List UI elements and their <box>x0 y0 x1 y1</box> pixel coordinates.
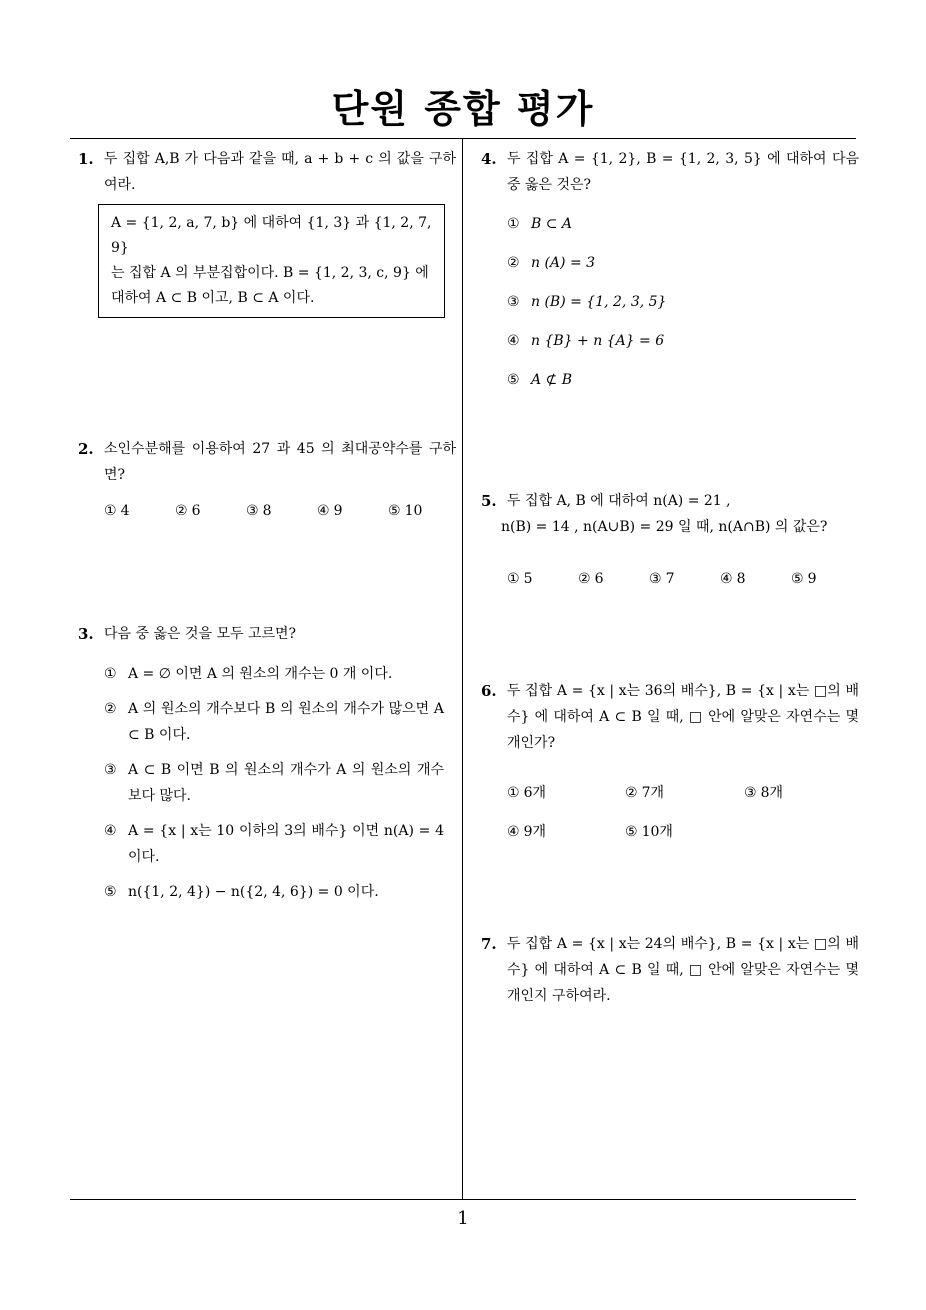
question-3 <box>78 621 456 905</box>
question-number: 7. <box>481 935 497 953</box>
page-number: 1 <box>457 1208 469 1229</box>
question-number: 6. <box>481 682 497 700</box>
marker-2-icon: ② <box>175 503 188 519</box>
marker-1-icon: ① <box>507 571 520 587</box>
condition-line: A = {1, 2, a, 7, b} 에 대하여 {1, 3} 과 {1, 2, 7, 9} <box>111 215 432 256</box>
column-divider <box>462 139 463 1199</box>
option-2[interactable]: ② A 의 원소의 개수보다 B 의 원소의 개수가 많으면 A ⊂ B 이다. <box>104 696 444 748</box>
page-title: 단원 종합 평가 <box>331 87 595 131</box>
marker-1-icon: ① <box>507 785 520 801</box>
marker-1-icon: ① <box>104 666 117 682</box>
marker-4-icon: ④ <box>104 823 117 839</box>
option-1[interactable]: ① 4 <box>104 503 130 519</box>
question-4 <box>481 146 859 393</box>
option-list <box>507 566 859 592</box>
option-4[interactable]: ④ 9개 <box>507 824 546 840</box>
option-5[interactable]: ⑤ 9 <box>791 571 817 587</box>
question-text: 두 집합 A = {1, 2}, B = {1, 2, 3, 5} 에 대하여 다음 중 옳은 것은? <box>507 151 859 193</box>
option-2[interactable]: ② n (A) = 3 <box>507 250 859 276</box>
marker-5-icon: ⑤ <box>791 571 804 587</box>
option-5[interactable]: ⑤ A ⊄ B <box>507 367 859 393</box>
marker-1-icon: ① <box>507 216 520 232</box>
option-5[interactable]: ⑤ n({1, 2, 4}) − n({2, 4, 6}) = 0 이다. <box>104 879 444 905</box>
marker-3-icon: ③ <box>246 503 259 519</box>
option-list <box>507 780 859 806</box>
condition-box <box>98 204 445 318</box>
marker-4-icon: ④ <box>507 333 520 349</box>
marker-2-icon: ② <box>104 701 117 717</box>
question-6 <box>481 678 859 845</box>
question-number: 3. <box>78 625 94 643</box>
option-1[interactable]: ① A = ∅ 이면 A 의 원소의 개수는 0 개 이다. <box>104 661 444 687</box>
option-4[interactable]: ④ 9 <box>317 503 343 519</box>
condition-line: 대하여 A ⊂ B 이고, B ⊂ A 이다. <box>111 290 315 306</box>
marker-5-icon: ⑤ <box>507 372 520 388</box>
question-2 <box>78 436 456 524</box>
marker-3-icon: ③ <box>104 762 117 778</box>
marker-5-icon: ⑤ <box>104 884 117 900</box>
option-2[interactable]: ② 6 <box>175 503 201 519</box>
option-list <box>104 498 456 524</box>
option-1[interactable]: ① B ⊂ A <box>507 211 859 237</box>
marker-5-icon: ⑤ <box>625 824 638 840</box>
question-text-line-1: 두 집합 A, B 에 대하여 n(A) = 21 , <box>507 493 731 509</box>
marker-1-icon: ① <box>104 503 117 519</box>
marker-2-icon: ② <box>625 785 638 801</box>
footer-rule <box>70 1199 856 1200</box>
question-5 <box>481 488 859 592</box>
question-text: 두 집합 A,B 가 다음과 같을 때, a + b + c 의 값을 구하여라. <box>104 151 456 193</box>
option-4[interactable]: ④ A = {x | x는 10 이하의 3의 배수} 이면 n(A) = 4 이다. <box>104 818 444 870</box>
marker-2-icon: ② <box>578 571 591 587</box>
question-text: 소인수분해를 이용하여 27 과 45 의 최대공약수를 구하면? <box>104 441 456 483</box>
option-4[interactable]: ④ 8 <box>720 571 746 587</box>
option-4[interactable]: ④ n {B} + n {A} = 6 <box>507 328 859 354</box>
question-text: 두 집합 A = {x | x는 24의 배수}, B = {x | x는 □의 배수} 에 대하여 A ⊂ B 일 때, □ 안에 알맞은 자연수는 몇 개인지 구하여라. <box>507 936 859 1004</box>
option-list <box>507 211 859 393</box>
option-5[interactable]: ⑤ 10 <box>388 503 423 519</box>
question-1 <box>78 146 456 318</box>
marker-4-icon: ④ <box>317 503 330 519</box>
question-text: 두 집합 A = {x | x는 36의 배수}, B = {x | x는 □의 배수} 에 대하여 A ⊂ B 일 때, □ 안에 알맞은 자연수는 몇 개인가? <box>507 683 859 751</box>
question-number: 4. <box>481 150 497 168</box>
marker-3-icon: ③ <box>507 294 520 310</box>
question-text: 다음 중 옳은 것을 모두 고르면? <box>104 626 297 642</box>
marker-2-icon: ② <box>507 255 520 271</box>
option-2[interactable]: ② 7개 <box>625 785 664 801</box>
marker-3-icon: ③ <box>649 571 662 587</box>
condition-line: 는 집합 A 의 부분집합이다. B = {1, 2, 3, c, 9} 에 <box>111 265 429 281</box>
option-3[interactable]: ③ 7 <box>649 571 675 587</box>
question-number: 2. <box>78 440 94 458</box>
option-2[interactable]: ② 6 <box>578 571 604 587</box>
question-number: 1. <box>78 150 94 168</box>
question-number: 5. <box>481 492 497 510</box>
marker-4-icon: ④ <box>507 824 520 840</box>
option-1[interactable]: ① 5 <box>507 571 533 587</box>
question-7 <box>481 931 859 1009</box>
marker-4-icon: ④ <box>720 571 733 587</box>
header-rule <box>70 138 856 139</box>
question-text-line-2: n(B) = 14 , n(A∪B) = 29 일 때, n(A∩B) 의 값은? <box>501 519 828 535</box>
option-list <box>104 661 444 905</box>
marker-5-icon: ⑤ <box>388 503 401 519</box>
option-3[interactable]: ③ 8 <box>246 503 272 519</box>
option-3[interactable]: ③ A ⊂ B 이면 B 의 원소의 개수가 A 의 원소의 개수보다 많다. <box>104 757 444 809</box>
marker-3-icon: ③ <box>744 785 757 801</box>
option-5[interactable]: ⑤ 10개 <box>625 824 673 840</box>
option-1[interactable]: ① 6개 <box>507 785 546 801</box>
option-3[interactable]: ③ 8개 <box>744 785 783 801</box>
option-list-row-2 <box>507 819 859 845</box>
option-3[interactable]: ③ n (B) = {1, 2, 3, 5} <box>507 289 859 315</box>
